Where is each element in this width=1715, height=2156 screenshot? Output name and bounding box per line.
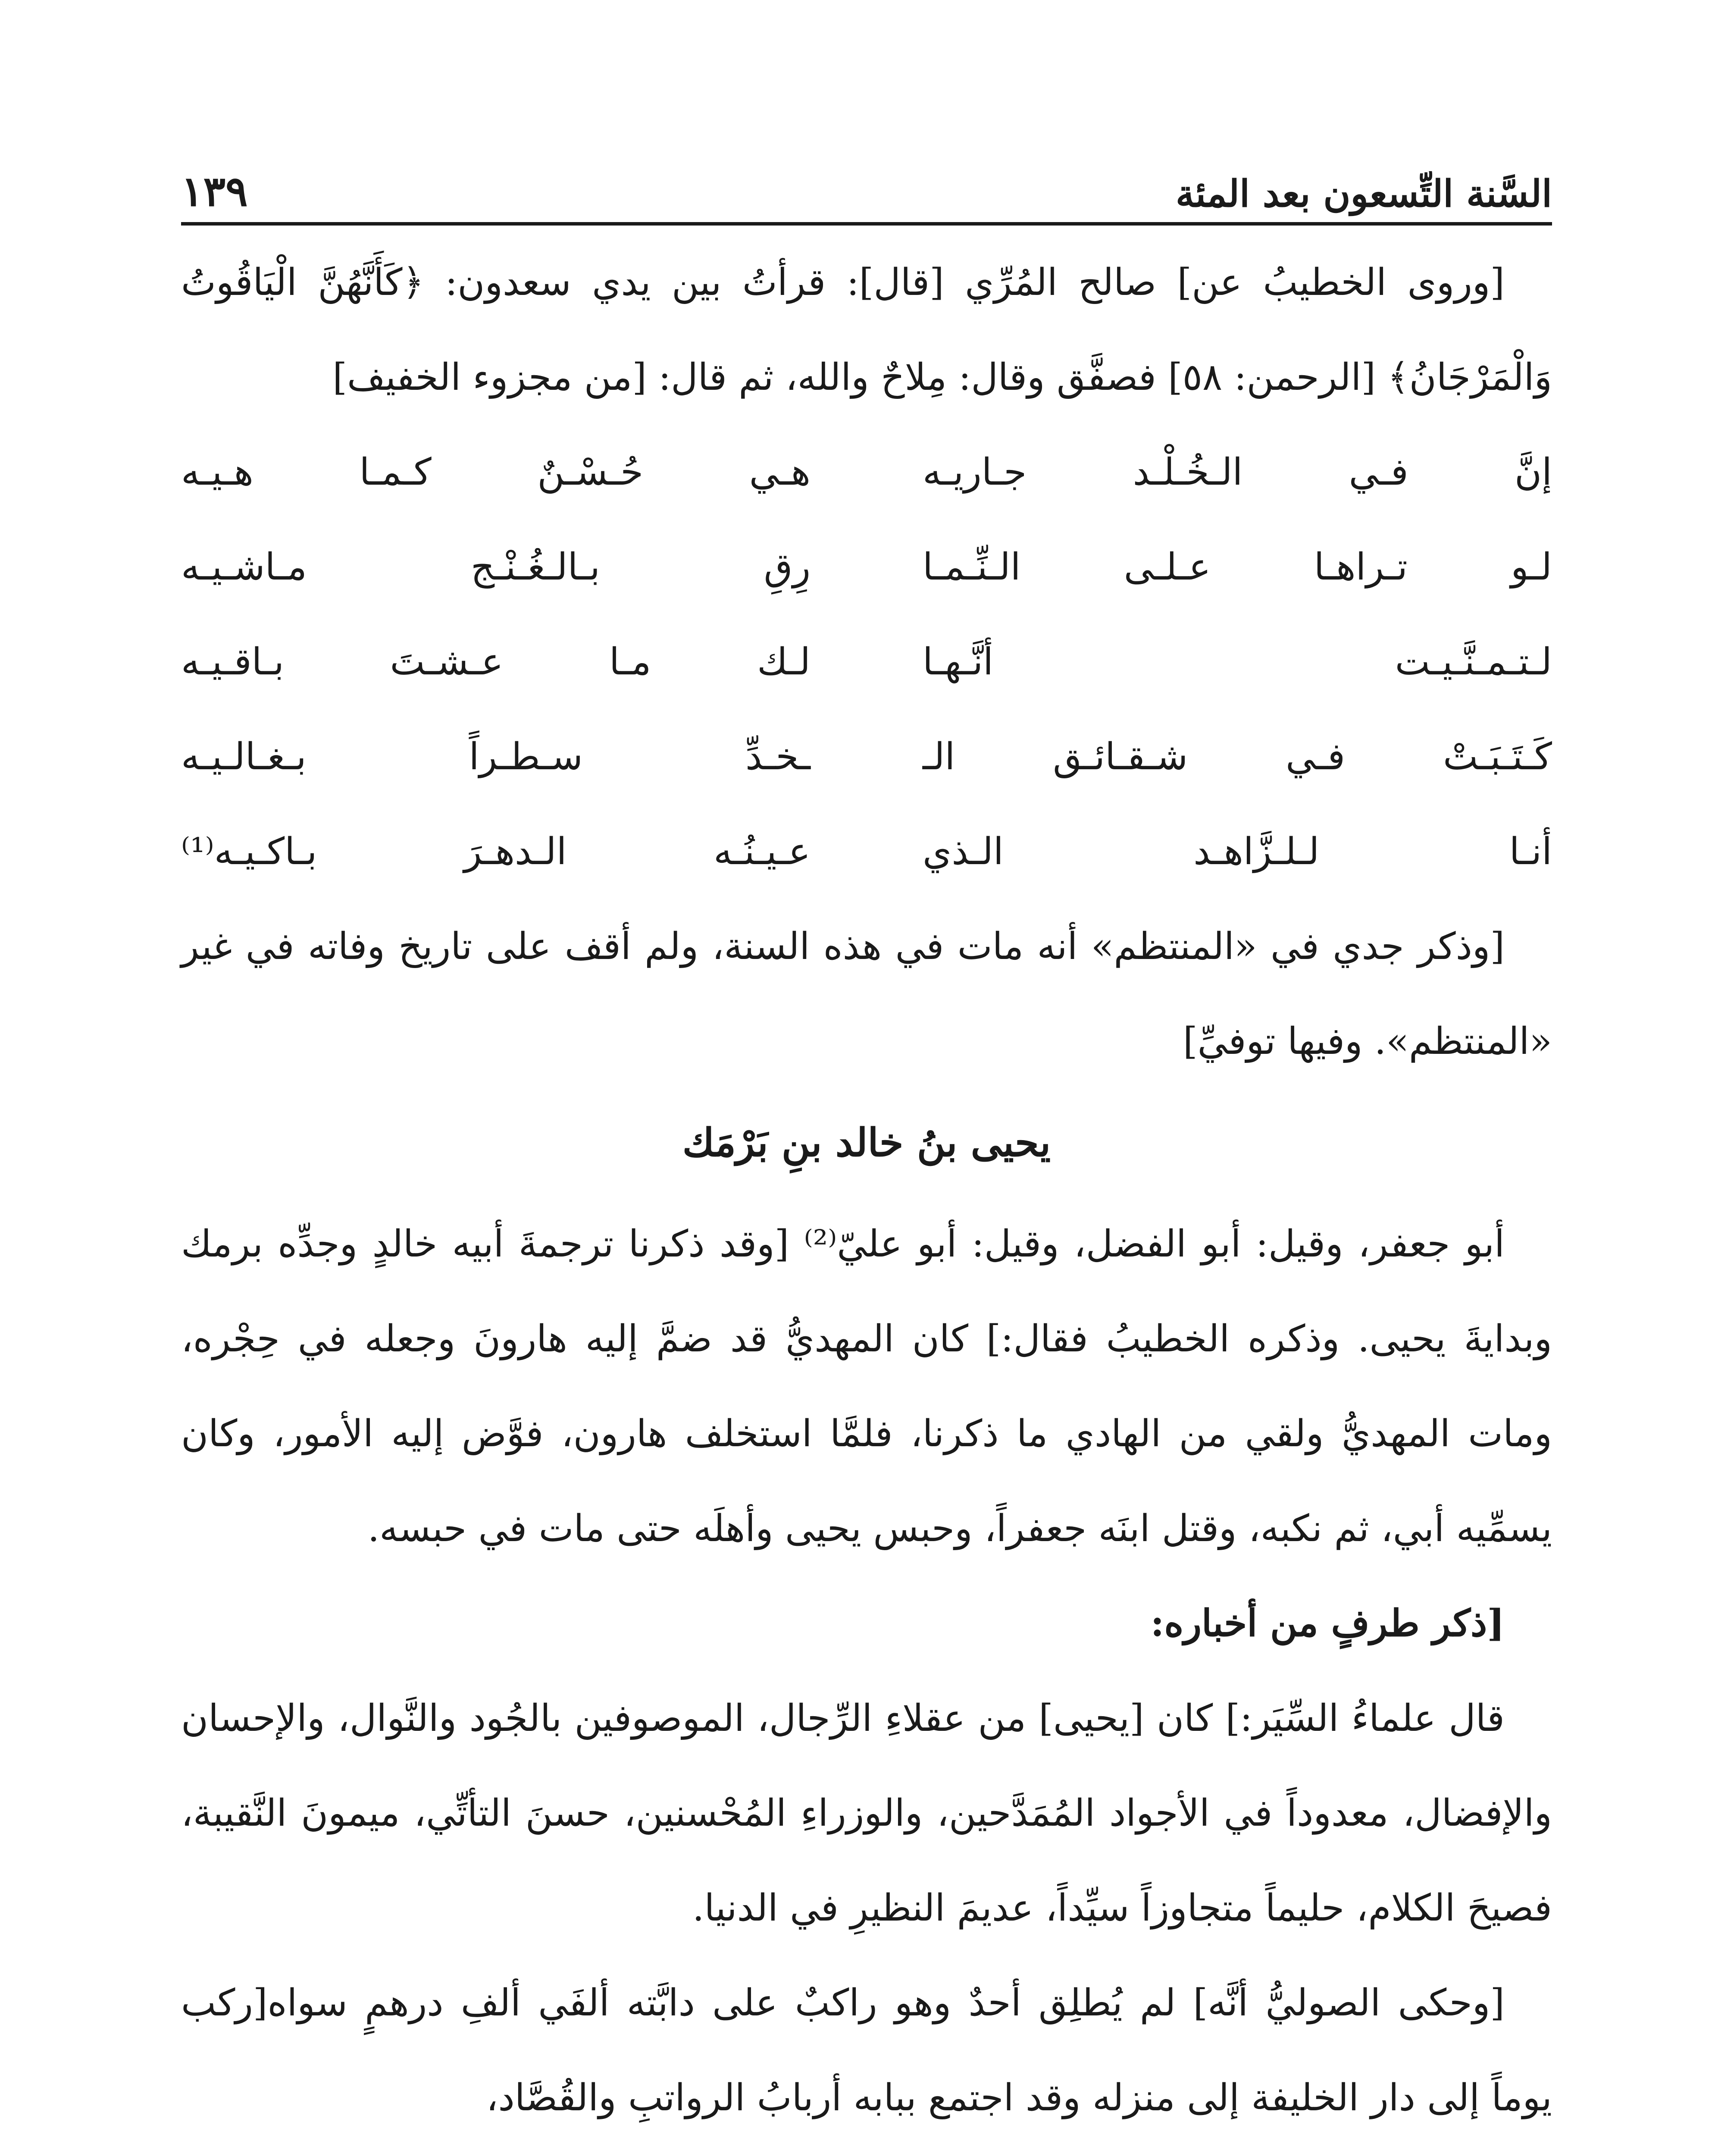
hemistich-second: ـخـدِّ سـطـراً بـغـالـيـه xyxy=(181,735,811,778)
page-number: ١٣٩ xyxy=(181,167,248,216)
biography-paragraph: أبو جعفر، وقيل: أبو الفضل، وقيل: أبو عليّ⁽²⁾ [وقد ذكرنا ترجمةَ أبيه خالدٍ وجدِّه برمك وبدايةَ يحيى. وذكره الخطيبُ فقال:] كان المهديُّ قد ضمَّ إليه هارونَ وجعله في حِجْره، ومات المهديُّ ولقي من الهادي ما ذكرنا، فلمَّا استخلف هارون، فوَّض إليه الأمور، وكان يسمِّيه أبي، ثم نكبه، وقتل ابنَه جعفراً، وحبس يحيى وأهلَه حتى مات في حبسه. xyxy=(181,1222,1552,1550)
paragraph-scholars: قال علماءُ السِّيَر:] كان [يحيى] من عقلاءِ الرِّجال، الموصوفين بالجُود والنَّوال، والإحسان والإفضال، معدوداً في الأجواد المُمَدَّحين، والوزراءِ المُحْسنين، حسنَ التأتِّي، ميمونَ النَّقيبة، فصيحَ الكلام، حليماً متجاوزاً سيِّداً، عديمَ النظيرِ في الدنيا. xyxy=(181,1697,1552,1930)
hemistich-first: إنَّ فـي الـخُـلْـد جـاريـه xyxy=(923,451,1552,494)
hemistich-first: لـتـمـنَّـيـت أنَّـهـا xyxy=(923,640,1552,683)
page-header xyxy=(181,129,1552,216)
hemistich-second: هـي حُـسْـنٌ كـمـا هـيـه xyxy=(181,451,811,494)
hemistich-second: عـيـنُـه الـدهـرَ بـاكـيـه⁽¹⁾ xyxy=(181,830,811,873)
poem-verse xyxy=(181,520,1552,614)
page-body xyxy=(181,235,1552,2145)
running-head: السَّنة التِّسعون بعد المئة xyxy=(1176,172,1552,216)
poem-verse xyxy=(181,614,1552,709)
poem-verse xyxy=(181,709,1552,804)
poem-verse xyxy=(181,425,1552,520)
hemistich-first: كَـتَـبَـتْ فـي شـقـائـق الـ xyxy=(923,735,1552,778)
hemistich-second: رِقِ بـالـغُـنْـج مـاشـيـه xyxy=(181,545,811,589)
subheading: [ذكر طرفٍ من أخباره: xyxy=(1150,1601,1505,1645)
header-rule xyxy=(181,222,1552,226)
section-title: يحيى بنُ خالد بنِ بَرْمَك xyxy=(682,1120,1051,1166)
paragraph-suli: [وحكى الصوليُّ أنَّه] لم يُطلِق أحدٌ وهو راكبٌ على دابَّته ألفَي ألفِ درهمٍ سواه[ركب يوماً إلى دار الخليفة إلى منزله وقد اجتمع ببابه أربابُ الرواتبِ والقُصَّاد، xyxy=(181,1981,1552,2119)
poem xyxy=(181,425,1552,899)
hemistich-second: لـك مـا عـشـتَ بـاقـيـه xyxy=(181,640,811,683)
hemistich-first: أنـا لـلـزَّاهـد الـذي xyxy=(923,830,1552,873)
poem-verse xyxy=(181,804,1552,899)
hemistich-first: لـو تـراهـا عـلـى الـنِّـمـا xyxy=(923,545,1552,589)
intro-paragraph: [وروى الخطيبُ عن] صالح المُرِّي [قال]: قرأتُ بين يدي سعدون: ﴿كَأَنَّهُنَّ الْيَاقُوتُ وَالْمَرْجَانُ﴾ [الرحمن: ٥٨] فصفَّق وقال: مِلاحٌ والله، ثم قال: [من مجزوء الخفيف] xyxy=(181,261,1552,399)
after-poem-paragraph: [وذكر جدي في «المنتظم» أنه مات في هذه السنة، ولم أقف على تاريخ وفاته في غير «المنتظم». وفيها توفيِّ] xyxy=(181,925,1552,1063)
